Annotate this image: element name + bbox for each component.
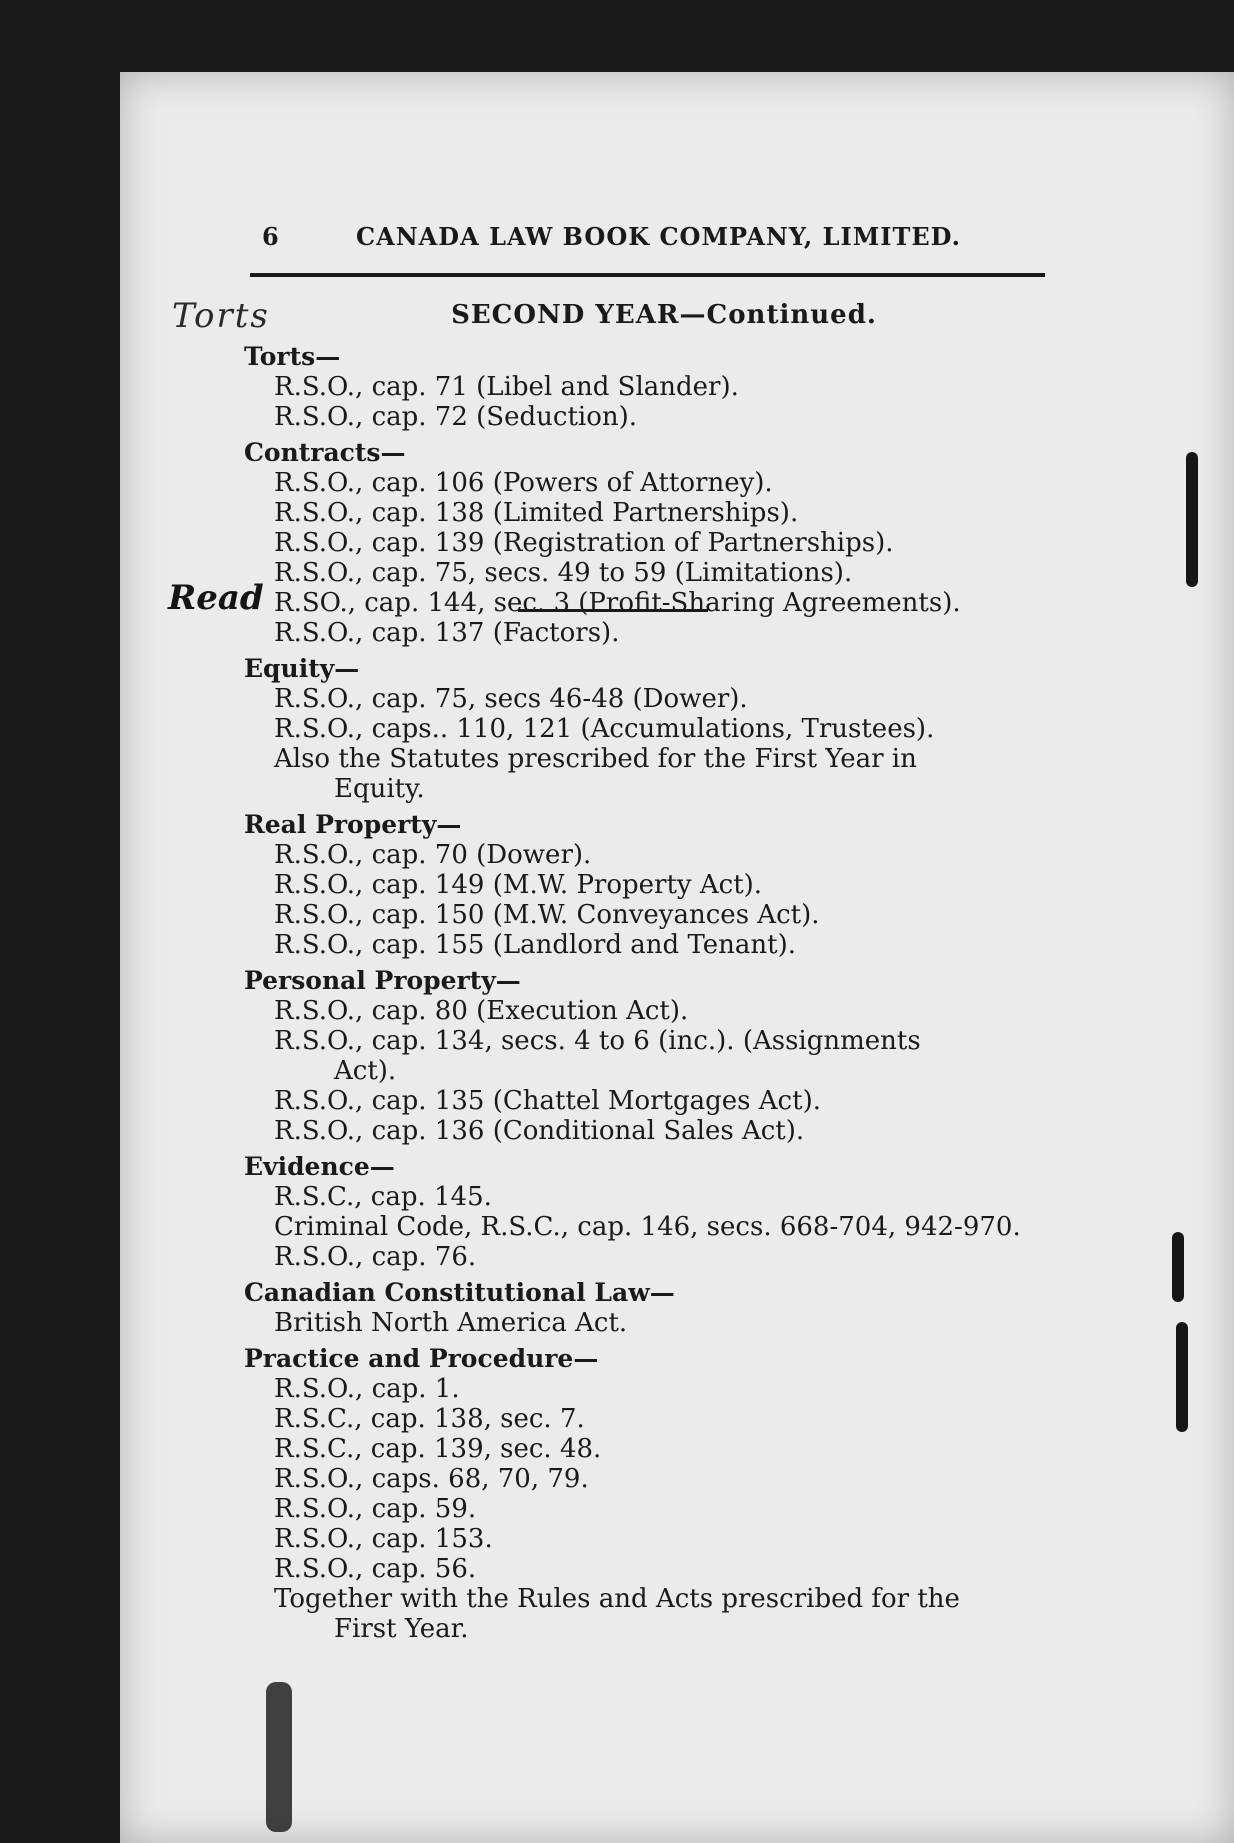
statute-entry	[244, 1434, 1044, 1464]
statute-text: R.S.O., cap. 138 (Limited Partnerships).	[274, 498, 799, 528]
statute-text: R.S.O., cap. 75, secs. 49 to 59 (Limitations).	[274, 558, 853, 588]
statute-entry	[244, 402, 1044, 432]
margin-ink-stroke	[1186, 452, 1198, 587]
statute-entry	[244, 900, 1044, 930]
statute-continuation: First Year.	[334, 1614, 469, 1644]
subject-section	[244, 654, 1044, 804]
subject-section	[244, 438, 1044, 648]
statute-entry	[244, 1494, 1044, 1524]
statute-text: R.S.O., cap. 153.	[274, 1524, 493, 1554]
subject-section	[244, 1152, 1044, 1272]
statute-text: R.S.O., cap. 150 (M.W. Conveyances Act).	[274, 900, 820, 930]
margin-ink-stroke	[1172, 1232, 1184, 1302]
running-title: CANADA LAW BOOK COMPANY, LIMITED.	[356, 222, 961, 251]
statute-text: R.S.O., cap. 134, secs. 4 to 6 (inc.). (Assignments	[274, 1026, 921, 1056]
ink-blot	[266, 1682, 292, 1832]
statute-entry	[244, 468, 1044, 498]
statute-entry	[244, 1584, 1044, 1644]
statute-entry	[244, 1554, 1044, 1584]
statute-text: British North America Act.	[274, 1308, 628, 1338]
section-title: SECOND YEAR—Continued.	[451, 300, 877, 330]
statute-entry	[244, 930, 1044, 960]
statute-text: R.S.O., cap. 56.	[274, 1554, 477, 1584]
statute-text: R.S.O., cap. 136 (Conditional Sales Act).	[274, 1116, 805, 1146]
statute-text: R.S.C., cap. 139, sec. 48.	[274, 1434, 602, 1464]
statute-continuation: Equity.	[334, 774, 425, 804]
subject-heading: Personal Property—	[244, 966, 521, 995]
statute-text: Criminal Code, R.S.C., cap. 146, secs. 668-704, 942-970.	[274, 1212, 1021, 1242]
statute-text: R.S.O., cap. 135 (Chattel Mortgages Act).	[274, 1086, 821, 1116]
statute-text: R.S.O., cap. 71 (Libel and Slander).	[274, 372, 739, 402]
sections-list	[244, 342, 1044, 1644]
handwritten-torts-note: Torts	[172, 296, 270, 336]
page-content	[244, 300, 1044, 1650]
statute-entry	[244, 1374, 1044, 1404]
statute-entry	[244, 1026, 1044, 1086]
statute-entry	[244, 498, 1044, 528]
statute-entry	[244, 996, 1044, 1026]
statute-entry	[244, 1404, 1044, 1434]
statute-entry	[244, 1086, 1044, 1116]
statute-entry	[244, 840, 1044, 870]
statute-text: Also the Statutes prescribed for the First Year in	[274, 744, 917, 774]
statute-continuation: Act).	[334, 1056, 397, 1086]
statute-text: R.S.O., caps. 68, 70, 79.	[274, 1464, 589, 1494]
statute-text: R.S.C., cap. 145.	[274, 1182, 492, 1212]
statute-text: R.S.O., cap. 80 (Execution Act).	[274, 996, 689, 1026]
header-rule	[250, 273, 1045, 277]
statute-text: R.S.O., cap. 76.	[274, 1242, 477, 1272]
statute-entry	[244, 618, 1044, 648]
statute-entry	[244, 1182, 1044, 1212]
handwritten-read-note: Read	[168, 578, 264, 618]
statute-text: R.S.O., cap. 155 (Landlord and Tenant).	[274, 930, 797, 960]
statute-text: R.S.O., cap. 149 (M.W. Property Act).	[274, 870, 763, 900]
statute-entry	[244, 870, 1044, 900]
statute-text: R.S.O., cap. 139 (Registration of Partnerships).	[274, 528, 894, 558]
subject-heading: Torts—	[244, 342, 341, 371]
subject-heading: Real Property—	[244, 810, 462, 839]
margin-ink-stroke	[1176, 1322, 1188, 1432]
subject-heading: Canadian Constitutional Law—	[244, 1278, 675, 1307]
page-number: 6	[262, 222, 279, 251]
subject-section	[244, 342, 1044, 432]
subject-section	[244, 1344, 1044, 1644]
statute-text: R.S.O., caps.. 110, 121 (Accumulations, Trustees).	[274, 714, 935, 744]
subject-heading: Contracts—	[244, 438, 406, 467]
statute-entry	[244, 714, 1044, 744]
statute-entry	[244, 1308, 1044, 1338]
statute-entry	[244, 1242, 1044, 1272]
statute-entry	[244, 744, 1044, 804]
page-header	[262, 216, 1042, 260]
statute-entry	[244, 558, 1044, 588]
statute-text: R.S.O., cap. 137 (Factors).	[274, 618, 620, 648]
statute-entry	[244, 1524, 1044, 1554]
statute-text: R.S.O., cap. 106 (Powers of Attorney).	[274, 468, 773, 498]
subject-section	[244, 966, 1044, 1146]
statute-text: R.S.C., cap. 138, sec. 7.	[274, 1404, 585, 1434]
statute-text: R.S.O., cap. 75, secs 46-48 (Dower).	[274, 684, 748, 714]
statute-entry	[244, 1464, 1044, 1494]
statute-entry	[244, 684, 1044, 714]
statute-entry	[244, 588, 1044, 618]
statute-entry	[244, 528, 1044, 558]
statute-text: Together with the Rules and Acts prescribed for the	[274, 1584, 960, 1614]
statute-entry	[244, 372, 1044, 402]
subject-heading: Equity—	[244, 654, 360, 683]
subject-section	[244, 1278, 1044, 1338]
statute-text: R.S.O., cap. 70 (Dower).	[274, 840, 592, 870]
statute-text: R.S.O., cap. 59.	[274, 1494, 477, 1524]
subject-heading: Evidence—	[244, 1152, 395, 1181]
subject-heading: Practice and Procedure—	[244, 1344, 599, 1373]
subject-section	[244, 810, 1044, 960]
statute-entry	[244, 1212, 1044, 1242]
statute-text: R.S.O., cap. 1.	[274, 1374, 460, 1404]
statute-text: R.S.O., cap. 72 (Seduction).	[274, 402, 638, 432]
statute-text: R.SO., cap. 144, sec. 3 (Profit-Sharing Agreements).	[274, 588, 961, 618]
statute-entry	[244, 1116, 1044, 1146]
